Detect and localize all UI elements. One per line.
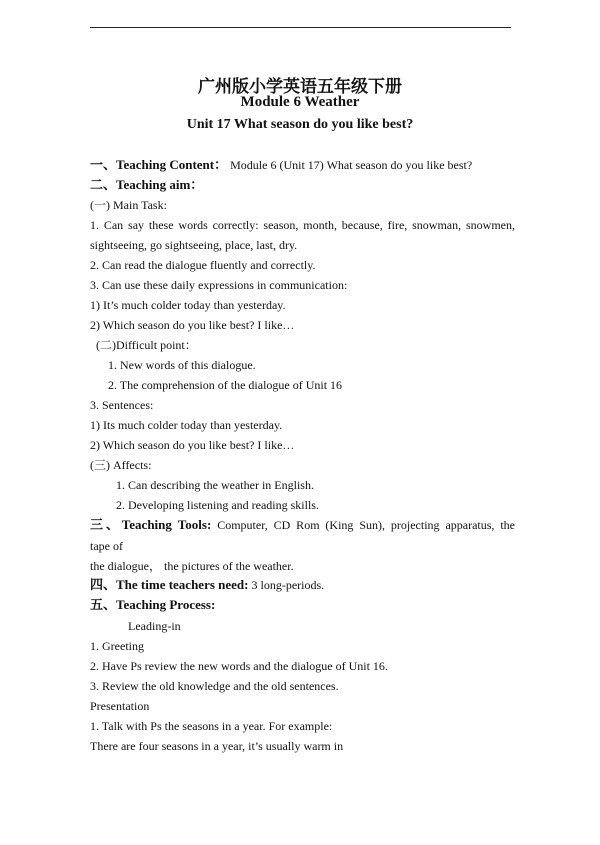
difficult-point-2: 2. The comprehension of the dialogue of Unit 16: [108, 378, 343, 392]
teaching-tools-line: [90, 517, 515, 533]
teaching-process-line: [90, 597, 515, 613]
difficult-point-1: 1. New words of this dialogue.: [108, 358, 256, 372]
presentation-step-1: 1. Talk with Ps the seasons in a year. For example:: [90, 719, 333, 733]
difficult-point-heading: (二)Difficult point：: [96, 338, 197, 352]
teaching-content-line: [90, 157, 515, 173]
teaching-tools-text: Computer, CD Rom (King Sun), projecting apparatus, the: [211, 518, 515, 532]
teaching-aim-label: 二、Teaching aim：: [90, 177, 204, 192]
doc-module-title: Module 6 Weather: [240, 94, 360, 110]
doc-unit-title: Unit 17 What season do you like best?: [186, 117, 414, 132]
leading-in-heading: Leading-in: [128, 619, 181, 633]
sentence-1: 1) Its much colder today than yesterday.: [90, 418, 283, 432]
affect-2: 2. Developing listening and reading skills.: [116, 498, 319, 512]
time-needed-text: 3 long-periods.: [248, 578, 325, 592]
expression-1: 1) It’s much colder today than yesterday.: [90, 298, 286, 312]
presentation-text: There are four seasons in a year, it’s usually warm in: [90, 739, 344, 753]
process-step-2: 2. Have Ps review the new words and the dialogue of Unit 16.: [90, 659, 388, 673]
time-needed-line: [90, 577, 515, 593]
teaching-tools-label: 三、Teaching Tools:: [90, 517, 212, 532]
teaching-aim-line: [90, 177, 515, 193]
time-needed-label: 四、The time teachers need:: [90, 577, 249, 592]
main-task-item-1b: sightseeing, go sightseeing, place, last, dry.: [90, 238, 298, 252]
affect-1: 1. Can describing the weather in English.: [116, 478, 314, 492]
teaching-tools-cont-2: the dialogue， the pictures of the weather.: [90, 559, 294, 573]
header-rule: [90, 27, 511, 28]
main-task-item-2: 2. Can read the dialogue fluently and correctly.: [90, 258, 316, 272]
teaching-content-label: 一、Teaching Content：: [90, 157, 228, 172]
doc-title-cn: 广州版小学英语五年级下册: [198, 77, 402, 96]
main-task-item-1a: 1. Can say these words correctly: season, month, because, fire, snowman, snowmen,: [90, 218, 515, 232]
teaching-content-text: Module 6 (Unit 17) What season do you like best?: [227, 158, 473, 172]
process-step-1: 1. Greeting: [90, 639, 144, 653]
teaching-process-label: 五、Teaching Process:: [90, 597, 216, 612]
sentence-2: 2) Which season do you like best? I like…: [90, 438, 295, 452]
affects-heading: (三) Affects:: [90, 458, 152, 472]
sentences-heading: 3. Sentences:: [90, 398, 154, 412]
main-task-item-3: 3. Can use these daily expressions in communication:: [90, 278, 348, 292]
main-task-heading: (一) Main Task:: [90, 198, 167, 212]
process-step-3: 3. Review the old knowledge and the old sentences.: [90, 679, 339, 693]
teaching-tools-cont-1: tape of: [90, 539, 123, 553]
expression-2: 2) Which season do you like best? I like…: [90, 318, 295, 332]
presentation-heading: Presentation: [90, 699, 150, 713]
